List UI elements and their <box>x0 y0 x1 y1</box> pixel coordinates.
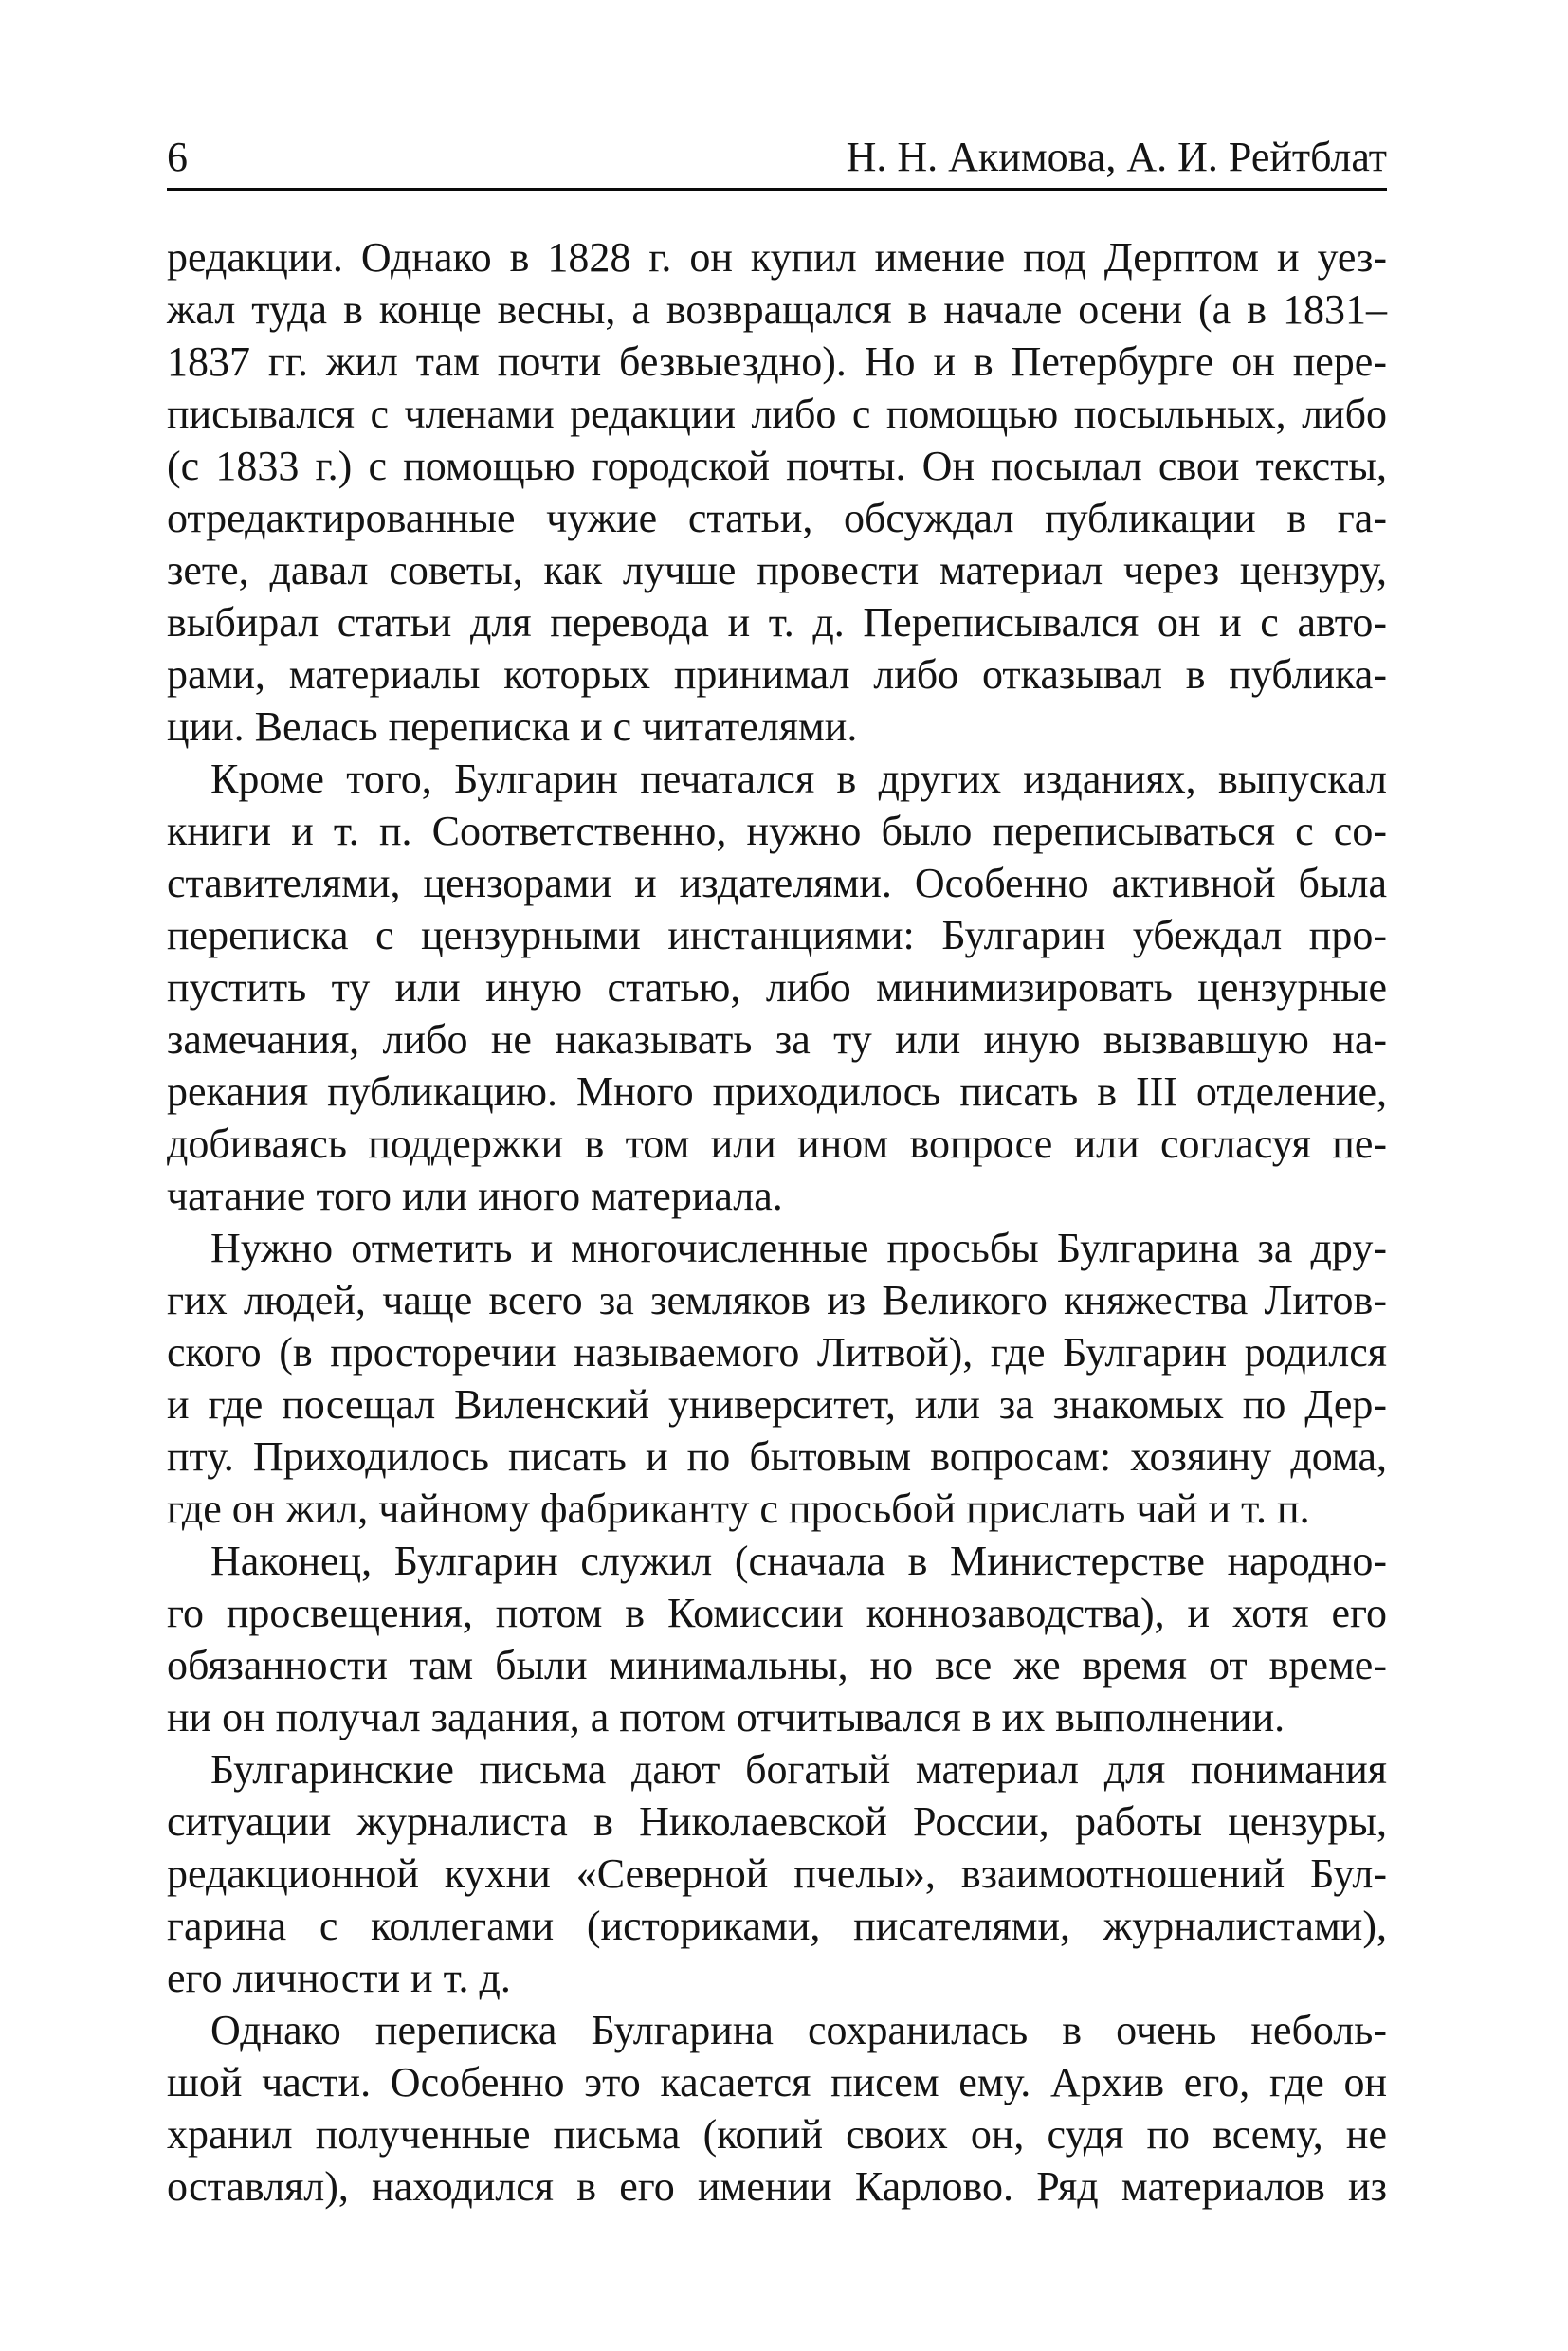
text-line: и где посещал Виленский университет, или за знакомых по Дер- <box>167 1381 1387 1428</box>
text-line: оставлял), находился в его имении Карлово. Ряд материалов из <box>167 2163 1387 2210</box>
text-line: где он жил, чайному фабриканту с просьбой прислать чай и т. п. <box>167 1485 1310 1532</box>
paragraph <box>167 1743 1387 2004</box>
text-line: писывался с членами редакции либо с помощью посыльных, либо <box>167 391 1387 437</box>
text-line: редакции. Однако в 1828 г. он купил имение под Дерптом и уез- <box>167 234 1387 281</box>
text-line: зете, давал советы, как лучше провести материал через цензуру, <box>167 547 1387 593</box>
page-header <box>167 131 1387 183</box>
page-number: 6 <box>167 134 189 180</box>
running-head: Н. Н. Акимова, А. И. Рейтблат <box>846 134 1387 180</box>
text-line: (с 1833 г.) с помощью городской почты. Он посылал свои тексты, <box>167 443 1387 489</box>
text-line: ского (в просторечии называемого Литвой), где Булгарин родился <box>167 1329 1387 1376</box>
text-line: замечания, либо не наказывать за ту или иную вызвавшую на- <box>167 1016 1387 1063</box>
text-line: Наконец, Булгарин служил (сначала в Министерстве народно- <box>210 1538 1387 1584</box>
text-line: гих людей, чаще всего за земляков из Великого княжества Литов- <box>167 1277 1387 1323</box>
body-text <box>167 231 1387 2213</box>
paragraph <box>167 231 1387 753</box>
text-line: Однако переписка Булгарина сохранилась в очень неболь- <box>210 2007 1387 2053</box>
paragraph <box>167 1222 1387 1535</box>
text-line: жал туда в конце весны, а возвращался в начале осени (а в 1831– <box>167 286 1387 333</box>
text-line: пту. Приходилось писать и по бытовым вопросам: хозяину дома, <box>167 1433 1387 1480</box>
text-line: его личности и т. д. <box>167 1955 511 2001</box>
text-line: обязанности там были минимальны, но все же время от време- <box>167 1642 1387 1688</box>
paragraph <box>167 753 1387 1222</box>
text-line: 1837 гг. жил там почти безвыездно). Но и в Петербурге он пере- <box>167 338 1387 385</box>
text-line: редакционной кухни «Северной пчелы», взаимоотношений Бул- <box>167 1850 1387 1897</box>
text-line: ции. Велась переписка и с читателями. <box>167 703 858 750</box>
text-line: шой части. Особенно это касается писем ему. Архив его, где он <box>167 2059 1387 2105</box>
text-line: ситуации журналиста в Николаевской России, работы цензуры, <box>167 1798 1387 1845</box>
text-line: го просвещения, потом в Комиссии коннозаводства), и хотя его <box>167 1590 1387 1636</box>
text-line: рами, материалы которых принимал либо отказывал в публика- <box>167 651 1387 698</box>
paragraph <box>167 2004 1387 2213</box>
text-line: Булгаринские письма дают богатый материал для понимания <box>210 1746 1387 1793</box>
text-line: книги и т. п. Соответственно, нужно было переписываться с со- <box>167 808 1387 854</box>
text-line: пустить ту или иную статью, либо минимизировать цензурные <box>167 964 1387 1011</box>
text-line: рекания публикацию. Много приходилось писать в III отделение, <box>167 1068 1387 1115</box>
header-rule <box>167 188 1387 191</box>
text-line: Нужно отметить и многочисленные просьбы Булгарина за дру- <box>210 1225 1387 1271</box>
text-line: ни он получал задания, а потом отчитывался в их выполнении. <box>167 1694 1285 1740</box>
text-line: выбирал статьи для перевода и т. д. Переписывался он и с авто- <box>167 599 1387 646</box>
text-line: Кроме того, Булгарин печатался в других изданиях, выпускал <box>210 756 1387 802</box>
text-line: ставителями, цензорами и издателями. Особенно активной была <box>167 860 1387 906</box>
text-line: гарина с коллегами (историками, писателями, журналистами), <box>167 1903 1387 1949</box>
text-line: добиваясь поддержки в том или ином вопросе или согласуя пе- <box>167 1121 1387 1167</box>
text-line: хранил полученные письма (копий своих он, судя по всему, не <box>167 2111 1387 2158</box>
text-line: чатание того или иного материала. <box>167 1173 783 1219</box>
paragraph <box>167 1535 1387 1743</box>
text-line: переписка с цензурными инстанциями: Булгарин убеждал про- <box>167 912 1387 958</box>
text-line: отредактированные чужие статьи, обсуждал публикации в га- <box>167 495 1387 541</box>
